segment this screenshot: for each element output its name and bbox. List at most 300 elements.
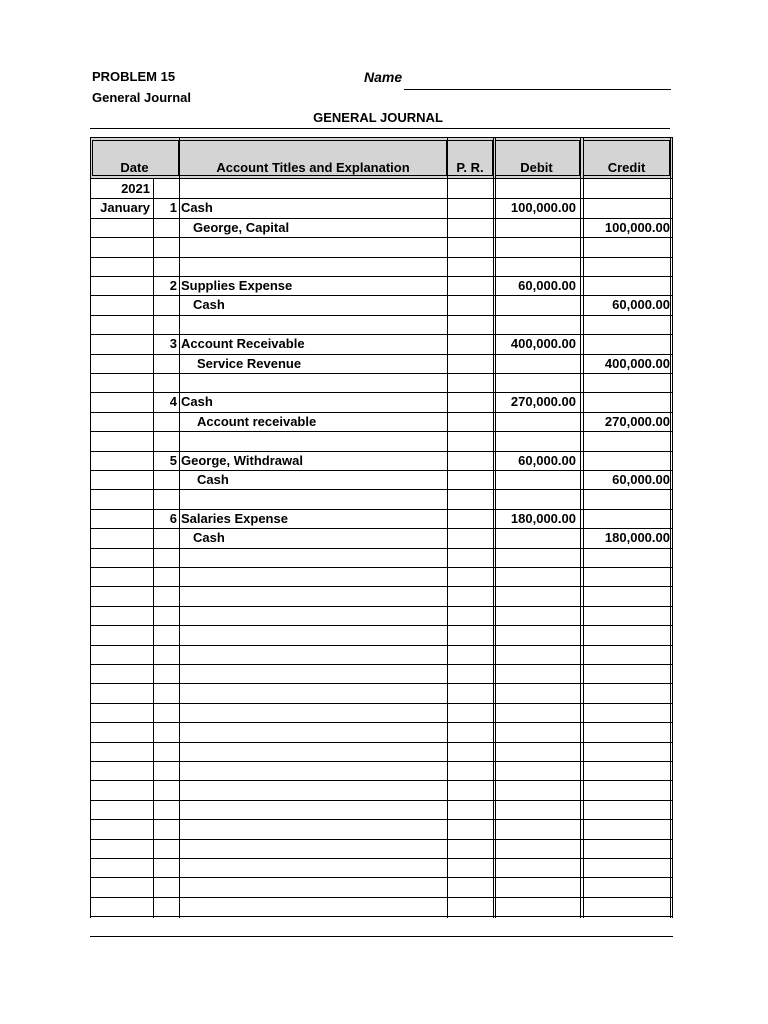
pr-cell[interactable] (447, 257, 493, 276)
day-cell[interactable]: 2 (169, 278, 177, 293)
date-cell[interactable] (90, 315, 153, 334)
pr-cell[interactable] (447, 800, 493, 819)
account-cell[interactable] (179, 664, 447, 683)
date-cell[interactable] (90, 645, 153, 664)
debit-cell[interactable] (493, 858, 580, 877)
account-cell[interactable] (179, 645, 447, 664)
row-divider (90, 780, 673, 781)
account-cell[interactable] (179, 780, 447, 799)
row-divider (90, 606, 673, 607)
pr-cell[interactable] (447, 606, 493, 625)
pr-cell[interactable] (447, 664, 493, 683)
account-cell[interactable] (179, 722, 447, 741)
table-row (90, 819, 673, 838)
pr-cell[interactable] (447, 819, 493, 838)
account-cell[interactable] (179, 897, 447, 916)
account-cell[interactable] (179, 257, 447, 276)
date-cell[interactable] (90, 412, 153, 431)
day-cell[interactable] (153, 373, 179, 392)
day-cell[interactable] (153, 742, 179, 761)
date-cell[interactable] (90, 780, 153, 799)
account-cell[interactable] (179, 548, 447, 567)
account-cell[interactable] (179, 625, 447, 644)
name-field-line[interactable] (404, 89, 671, 90)
credit-cell[interactable] (580, 645, 673, 664)
debit-cell[interactable] (493, 916, 580, 935)
credit-cell[interactable] (580, 548, 673, 567)
table-row (90, 470, 673, 489)
debit-cell[interactable] (493, 742, 580, 761)
day-cell[interactable] (153, 703, 179, 722)
account-cell[interactable] (179, 431, 447, 450)
credit-cell[interactable] (580, 722, 673, 741)
row-divider (90, 315, 673, 316)
date-cell[interactable] (90, 916, 153, 935)
table-row (90, 354, 673, 373)
row-divider (90, 567, 673, 568)
day-cell[interactable] (153, 819, 179, 838)
debit-cell[interactable] (493, 586, 580, 605)
table-row (90, 703, 673, 722)
debit-cell[interactable]: 400,000.00 (510, 336, 576, 352)
credit-cell[interactable] (580, 916, 673, 935)
debit-cell[interactable]: 180,000.00 (510, 510, 576, 526)
day-cell[interactable]: 5 (169, 452, 177, 468)
account-cell[interactable] (179, 237, 447, 256)
pr-cell[interactable] (447, 722, 493, 741)
account-cell[interactable]: Account receivable (197, 413, 317, 429)
credit-cell[interactable] (580, 819, 673, 838)
date-cell[interactable] (90, 606, 153, 625)
credit-cell[interactable] (580, 780, 673, 799)
day-cell[interactable] (153, 548, 179, 567)
pr-cell[interactable] (447, 548, 493, 567)
credit-cell[interactable] (580, 664, 673, 683)
table-row (90, 334, 673, 353)
date-cell[interactable] (90, 722, 153, 741)
credit-cell[interactable] (580, 373, 673, 392)
credit-cell[interactable] (580, 800, 673, 819)
credit-cell[interactable] (580, 179, 673, 198)
day-cell[interactable] (153, 916, 179, 935)
day-cell[interactable]: 4 (169, 394, 177, 410)
account-cell[interactable] (179, 703, 447, 722)
date-cell[interactable] (90, 509, 153, 528)
table-row (90, 567, 673, 586)
account-cell[interactable] (179, 683, 447, 702)
credit-cell[interactable] (580, 334, 673, 353)
date-cell[interactable] (90, 334, 153, 353)
credit-cell[interactable] (580, 606, 673, 625)
account-cell[interactable] (179, 586, 447, 605)
date-cell[interactable] (90, 586, 153, 605)
day-cell[interactable] (153, 606, 179, 625)
pr-cell[interactable] (447, 392, 493, 411)
table-row (90, 722, 673, 741)
pr-cell[interactable] (447, 295, 493, 314)
day-cell[interactable] (153, 412, 179, 431)
date-cell[interactable] (90, 548, 153, 567)
debit-cell[interactable] (493, 722, 580, 741)
pr-cell[interactable] (447, 916, 493, 935)
date-cell[interactable] (90, 218, 153, 237)
row-divider (90, 683, 673, 684)
column-header-pr: P. R. (456, 160, 484, 175)
table-row (90, 509, 673, 528)
credit-cell[interactable] (580, 567, 673, 586)
table-row (90, 528, 673, 547)
pr-cell[interactable] (447, 625, 493, 644)
day-cell[interactable] (153, 470, 179, 489)
credit-cell[interactable] (580, 198, 673, 217)
account-cell[interactable] (179, 839, 447, 858)
date-cell[interactable] (90, 470, 153, 489)
credit-cell[interactable] (580, 257, 673, 276)
debit-cell[interactable] (493, 703, 580, 722)
pr-cell[interactable] (447, 179, 493, 198)
date-cell[interactable] (90, 276, 153, 295)
debit-cell[interactable]: 100,000.00 (510, 200, 576, 216)
table-row (90, 431, 673, 450)
debit-cell[interactable] (493, 470, 580, 489)
date-cell[interactable] (90, 877, 153, 896)
credit-cell[interactable] (580, 586, 673, 605)
account-cell[interactable]: George, Withdrawal (181, 452, 303, 468)
pr-cell[interactable] (447, 412, 493, 431)
day-cell[interactable] (153, 257, 179, 276)
pr-cell[interactable] (447, 373, 493, 392)
account-cell[interactable] (179, 858, 447, 877)
pr-cell[interactable] (447, 567, 493, 586)
account-cell[interactable]: Cash (181, 394, 213, 410)
row-divider (90, 664, 673, 665)
date-cell[interactable] (90, 489, 153, 508)
date-cell[interactable]: 2021 (121, 181, 150, 196)
debit-cell[interactable] (493, 237, 580, 256)
table-row (90, 877, 673, 896)
date-cell[interactable] (90, 683, 153, 702)
date-cell[interactable] (90, 373, 153, 392)
day-cell[interactable] (153, 489, 179, 508)
account-cell[interactable] (179, 179, 447, 198)
table-row (90, 412, 673, 431)
credit-cell[interactable]: 400,000.00 (604, 355, 670, 371)
account-cell[interactable] (179, 606, 447, 625)
problem-label: PROBLEM 15 (92, 69, 176, 84)
pr-cell[interactable] (447, 354, 493, 373)
credit-cell[interactable] (580, 839, 673, 858)
pr-cell[interactable] (447, 586, 493, 605)
date-cell[interactable] (90, 839, 153, 858)
account-cell[interactable]: Cash (197, 472, 229, 487)
account-cell[interactable]: Cash (193, 297, 225, 313)
credit-cell[interactable] (580, 761, 673, 780)
debit-cell[interactable] (493, 625, 580, 644)
row-divider (90, 877, 673, 878)
date-cell[interactable] (90, 703, 153, 722)
row-divider (90, 412, 673, 413)
day-cell[interactable] (153, 780, 179, 799)
pr-cell[interactable] (447, 218, 493, 237)
credit-cell[interactable] (580, 742, 673, 761)
table-row (90, 237, 673, 256)
journal-title: GENERAL JOURNAL (313, 110, 443, 125)
account-cell[interactable]: Account Receivable (181, 336, 305, 352)
day-cell[interactable] (153, 722, 179, 741)
date-cell[interactable] (90, 625, 153, 644)
table-row (90, 586, 673, 605)
credit-cell[interactable] (580, 489, 673, 508)
row-divider (90, 742, 673, 743)
table-row (90, 780, 673, 799)
pr-cell[interactable] (447, 645, 493, 664)
date-cell[interactable] (90, 858, 153, 877)
debit-cell[interactable]: 270,000.00 (510, 394, 576, 410)
account-cell[interactable] (179, 800, 447, 819)
row-divider (90, 819, 673, 820)
credit-cell[interactable] (580, 431, 673, 450)
row-divider (90, 703, 673, 704)
table-row (90, 606, 673, 625)
account-cell[interactable] (179, 761, 447, 780)
row-divider (90, 237, 673, 238)
table-row (90, 625, 673, 644)
debit-cell[interactable] (493, 839, 580, 858)
journal-subtitle: General Journal (92, 90, 191, 105)
day-cell[interactable] (153, 315, 179, 334)
pr-cell[interactable] (447, 839, 493, 858)
date-cell[interactable] (90, 742, 153, 761)
table-row (90, 664, 673, 683)
table-row (90, 683, 673, 702)
date-cell[interactable] (90, 761, 153, 780)
debit-cell[interactable] (493, 179, 580, 198)
credit-cell[interactable] (580, 276, 673, 295)
credit-cell[interactable]: 60,000.00 (612, 297, 670, 313)
date-cell[interactable] (90, 237, 153, 256)
day-cell[interactable]: 6 (169, 510, 177, 526)
credit-cell[interactable] (580, 877, 673, 896)
day-cell[interactable] (153, 179, 179, 198)
credit-cell[interactable]: 180,000.00 (604, 530, 670, 546)
column-header-account: Account Titles and Explanation (216, 160, 410, 175)
day-cell[interactable] (153, 431, 179, 450)
day-cell[interactable] (153, 625, 179, 644)
debit-cell[interactable] (493, 528, 580, 547)
credit-cell[interactable]: 100,000.00 (604, 219, 670, 235)
date-cell[interactable]: January (100, 200, 150, 216)
credit-cell[interactable] (580, 392, 673, 411)
debit-cell[interactable]: 60,000.00 (518, 452, 576, 468)
column-header-debit: Debit (520, 160, 553, 175)
pr-cell[interactable] (447, 451, 493, 470)
row-divider (90, 936, 673, 937)
table-row (90, 373, 673, 392)
day-cell[interactable] (153, 839, 179, 858)
credit-cell[interactable] (580, 625, 673, 644)
pr-cell[interactable] (447, 334, 493, 353)
pr-cell[interactable] (447, 761, 493, 780)
row-divider (90, 509, 673, 510)
table-row (90, 257, 673, 276)
date-cell[interactable] (90, 392, 153, 411)
row-divider (90, 839, 673, 840)
debit-cell[interactable] (493, 354, 580, 373)
date-cell[interactable] (90, 257, 153, 276)
debit-cell[interactable] (493, 257, 580, 276)
debit-cell[interactable] (493, 877, 580, 896)
account-cell[interactable] (179, 567, 447, 586)
pr-cell[interactable] (447, 683, 493, 702)
credit-cell[interactable]: 270,000.00 (604, 413, 670, 429)
account-cell[interactable]: Salaries Expense (181, 510, 288, 526)
debit-cell[interactable] (493, 218, 580, 237)
credit-cell[interactable] (580, 897, 673, 916)
table-row (90, 916, 673, 935)
row-divider (90, 722, 673, 723)
day-cell[interactable] (153, 683, 179, 702)
debit-cell[interactable] (493, 431, 580, 450)
account-cell[interactable]: George, Capital (193, 219, 290, 235)
row-divider (90, 257, 673, 258)
account-cell[interactable] (179, 742, 447, 761)
date-cell[interactable] (90, 567, 153, 586)
day-cell[interactable] (153, 664, 179, 683)
pr-cell[interactable] (447, 237, 493, 256)
day-cell[interactable] (153, 218, 179, 237)
date-cell[interactable] (90, 819, 153, 838)
account-cell[interactable] (179, 489, 447, 508)
debit-cell[interactable] (493, 606, 580, 625)
debit-cell[interactable] (493, 315, 580, 334)
pr-cell[interactable] (447, 703, 493, 722)
debit-cell[interactable] (493, 683, 580, 702)
debit-cell[interactable] (493, 412, 580, 431)
credit-cell[interactable] (580, 509, 673, 528)
debit-cell[interactable]: 60,000.00 (518, 278, 576, 293)
debit-cell[interactable] (493, 819, 580, 838)
row-divider (90, 295, 673, 296)
debit-cell[interactable] (493, 567, 580, 586)
debit-cell[interactable] (493, 645, 580, 664)
pr-cell[interactable] (447, 858, 493, 877)
credit-cell[interactable] (580, 703, 673, 722)
table-row (90, 548, 673, 567)
pr-cell[interactable] (447, 276, 493, 295)
date-cell[interactable] (90, 800, 153, 819)
debit-cell[interactable] (493, 780, 580, 799)
account-cell[interactable] (179, 373, 447, 392)
account-cell[interactable] (179, 916, 447, 935)
debit-cell[interactable] (493, 897, 580, 916)
row-divider (90, 761, 673, 762)
row-divider (90, 916, 673, 917)
date-cell[interactable] (90, 451, 153, 470)
debit-cell[interactable] (493, 489, 580, 508)
day-cell[interactable]: 3 (169, 336, 177, 352)
credit-cell[interactable] (580, 683, 673, 702)
day-cell[interactable] (153, 897, 179, 916)
date-cell[interactable] (90, 295, 153, 314)
table-row (90, 489, 673, 508)
day-cell[interactable] (153, 354, 179, 373)
account-cell[interactable]: Cash (193, 530, 225, 546)
table-row (90, 761, 673, 780)
debit-cell[interactable] (493, 373, 580, 392)
day-cell[interactable] (153, 858, 179, 877)
debit-cell[interactable] (493, 664, 580, 683)
day-cell[interactable] (153, 567, 179, 586)
table-row (90, 451, 673, 470)
table-row (90, 198, 673, 217)
column-header-credit: Credit (607, 160, 646, 175)
pr-cell[interactable] (447, 431, 493, 450)
row-divider (90, 858, 673, 859)
title-divider (90, 128, 670, 129)
pr-cell[interactable] (447, 470, 493, 489)
date-cell[interactable] (90, 431, 153, 450)
debit-cell[interactable] (493, 800, 580, 819)
row-divider (90, 373, 673, 374)
date-cell[interactable] (90, 897, 153, 916)
row-divider (90, 548, 673, 549)
credit-cell[interactable] (580, 451, 673, 470)
account-cell[interactable]: Supplies Expense (181, 278, 293, 293)
account-cell[interactable] (179, 819, 447, 838)
date-cell[interactable] (90, 354, 153, 373)
day-cell[interactable] (153, 645, 179, 664)
credit-cell[interactable] (580, 315, 673, 334)
pr-cell[interactable] (447, 877, 493, 896)
pr-cell[interactable] (447, 198, 493, 217)
day-cell[interactable]: 1 (169, 200, 177, 216)
pr-cell[interactable] (447, 315, 493, 334)
day-cell[interactable] (153, 586, 179, 605)
pr-cell[interactable] (447, 489, 493, 508)
pr-cell[interactable] (447, 528, 493, 547)
credit-cell[interactable] (580, 858, 673, 877)
pr-cell[interactable] (447, 742, 493, 761)
day-cell[interactable] (153, 877, 179, 896)
table-row (90, 295, 673, 314)
day-cell[interactable] (153, 800, 179, 819)
day-cell[interactable] (153, 761, 179, 780)
debit-cell[interactable] (493, 295, 580, 314)
account-cell[interactable]: Cash (181, 200, 213, 216)
account-cell[interactable] (179, 877, 447, 896)
debit-cell[interactable] (493, 761, 580, 780)
table-row (90, 742, 673, 761)
credit-cell[interactable]: 60,000.00 (612, 472, 670, 487)
debit-cell[interactable] (493, 548, 580, 567)
day-cell[interactable] (153, 528, 179, 547)
account-cell[interactable]: Service Revenue (197, 355, 302, 371)
account-cell[interactable] (179, 315, 447, 334)
table-row (90, 218, 673, 237)
date-cell[interactable] (90, 528, 153, 547)
row-divider (90, 276, 673, 277)
day-cell[interactable] (153, 295, 179, 314)
name-label: Name (364, 69, 403, 85)
date-cell[interactable] (90, 664, 153, 683)
table-row (90, 315, 673, 334)
day-cell[interactable] (153, 237, 179, 256)
pr-cell[interactable] (447, 897, 493, 916)
pr-cell[interactable] (447, 780, 493, 799)
pr-cell[interactable] (447, 509, 493, 528)
credit-cell[interactable] (580, 237, 673, 256)
row-divider (90, 334, 673, 335)
